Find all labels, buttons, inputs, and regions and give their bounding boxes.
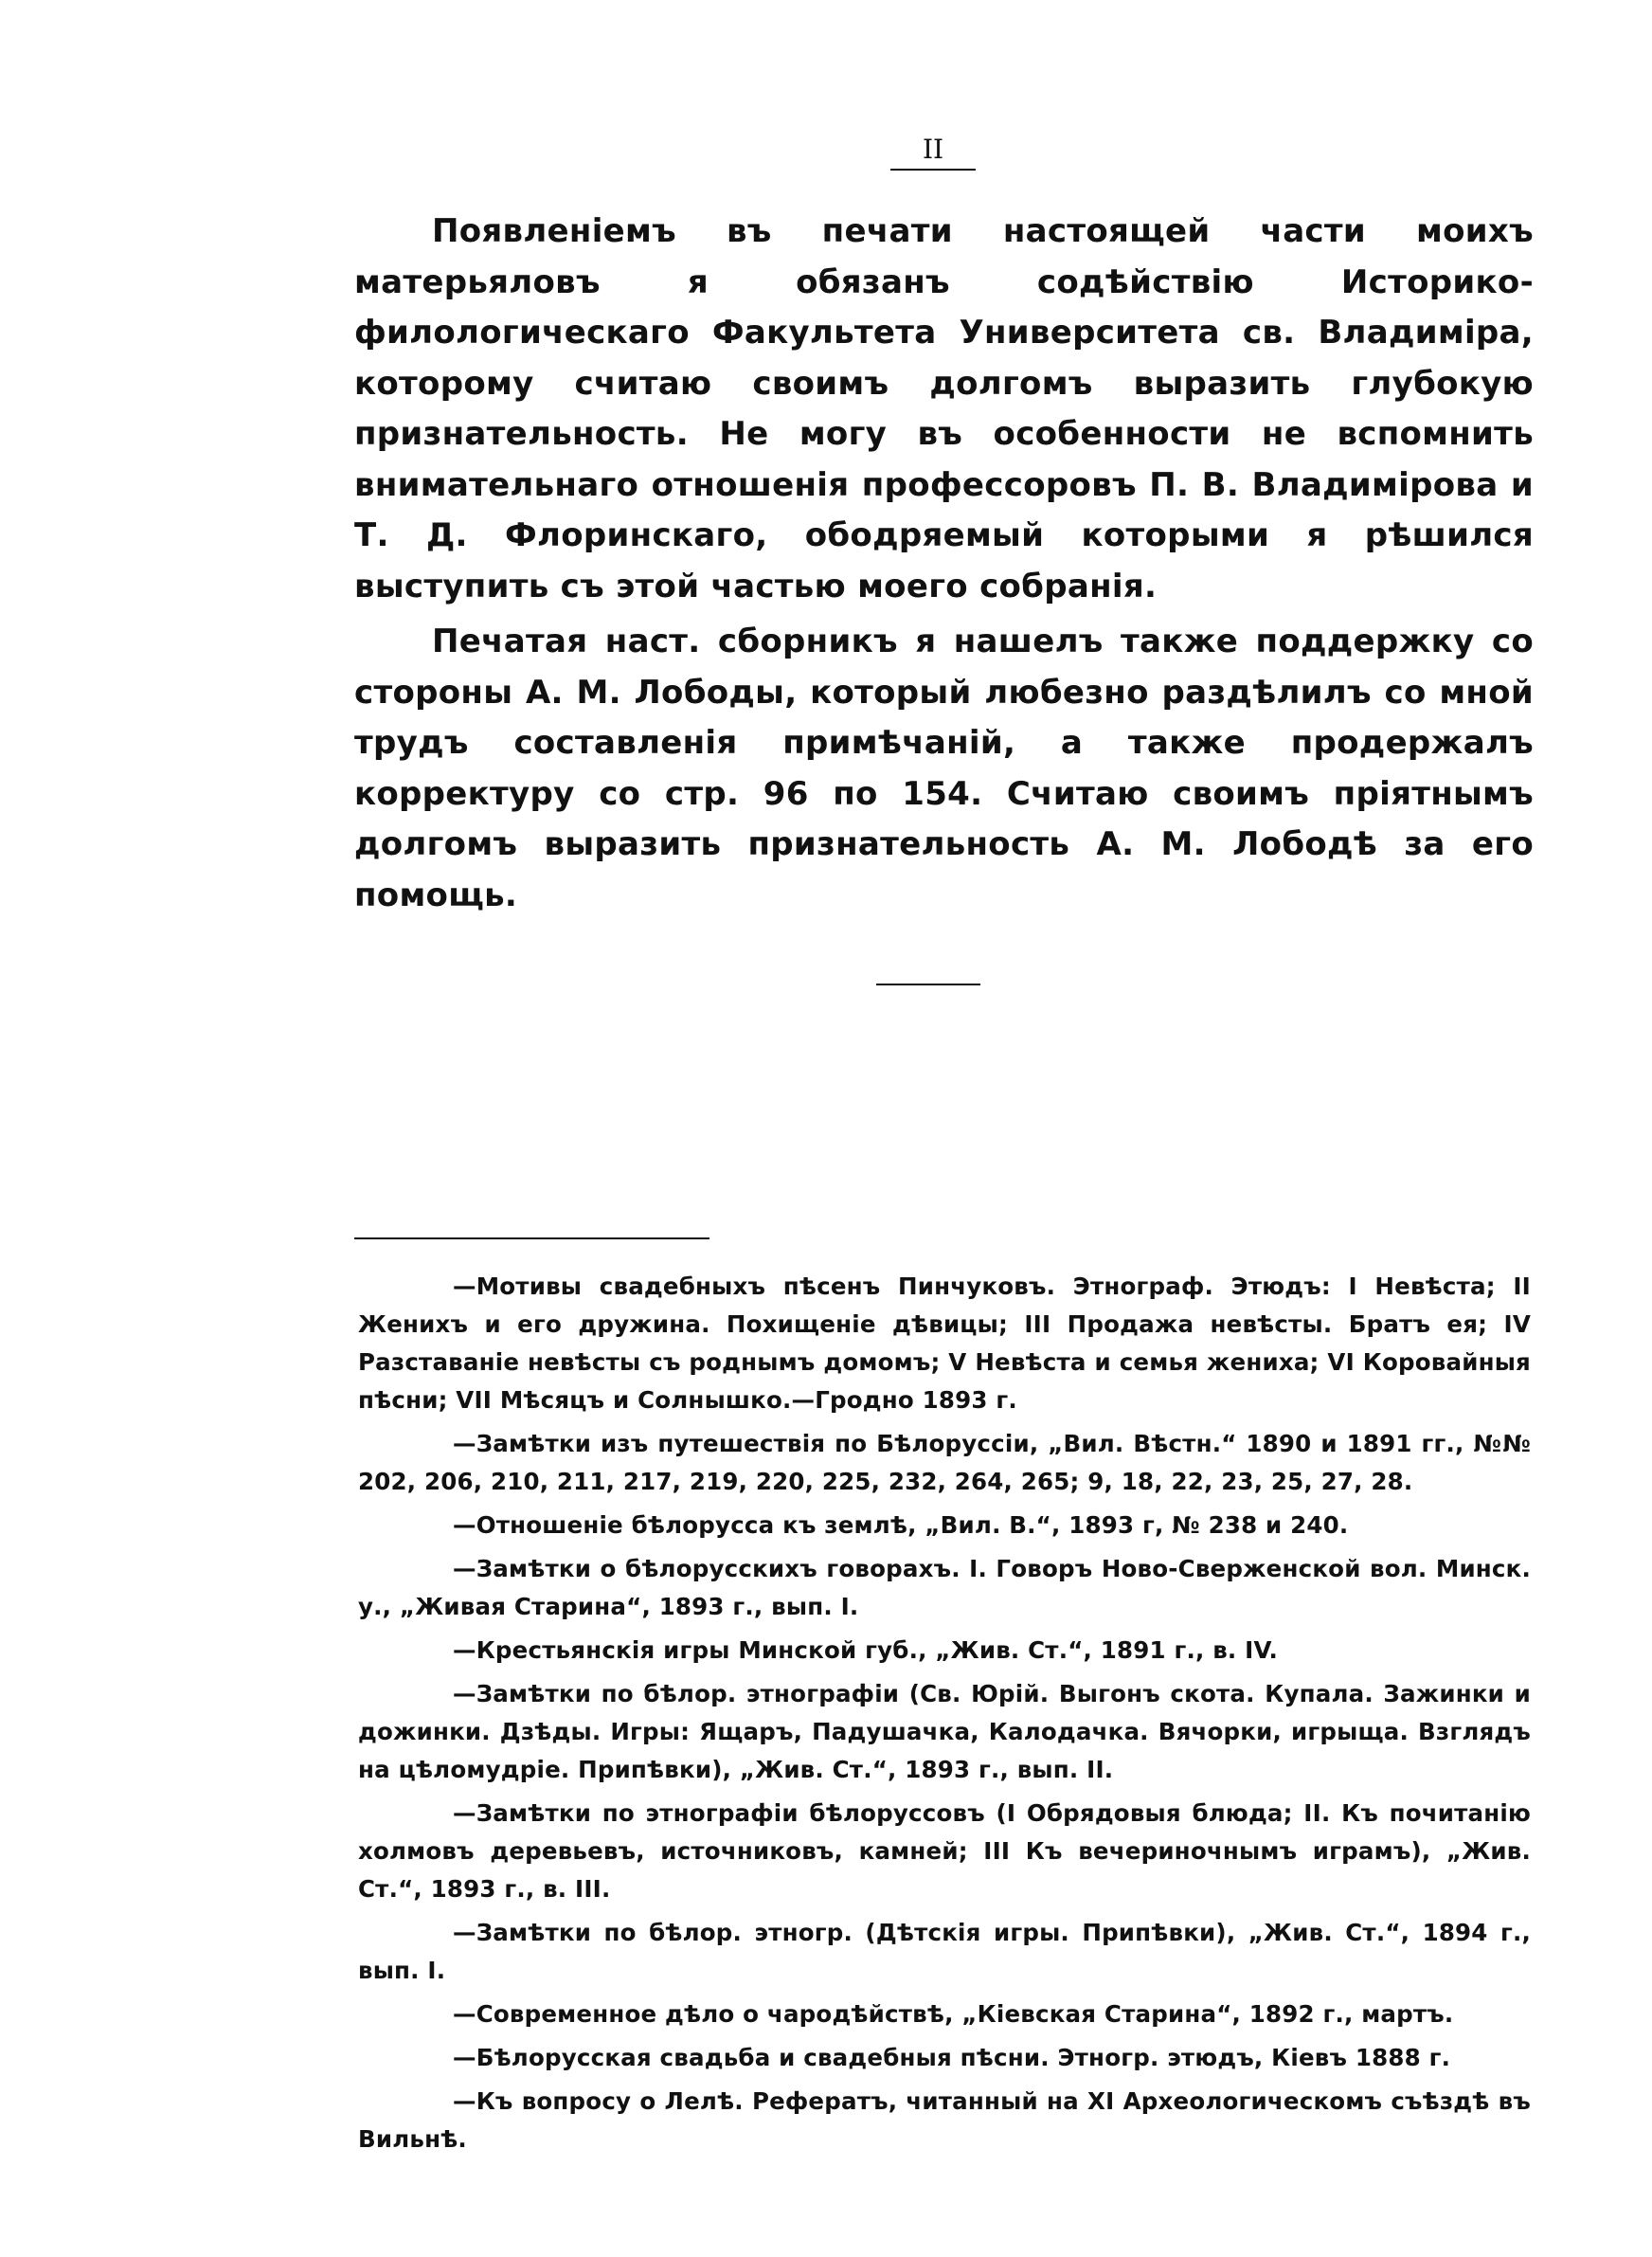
bibliography-entry: —Замѣтки о бѣлорусскихъ говорахъ. I. Говоръ Ново-Сверженской вол. Минск. у., „Живая Старина“, 1893 г., вып. I.: [358, 1555, 1531, 1620]
bibliography-entry: —Мотивы свадебныхъ пѣсенъ Пинчуковъ. Этнограф. Этюдъ: I Невѣста; II Женихъ и его дружина. Похищеніе дѣвицы; III Продажа невѣсты. Братъ ея; IV Разставаніе невѣсты съ роднымъ домомъ; V Невѣста и семья жениха; VI Коровайныя пѣсни; VII Мѣсяцъ и Солнышко.—Гродно 1893 г.: [358, 1273, 1531, 1414]
bibliography-entry: —Замѣтки по бѣлор. этногр. (Дѣтскія игры. Припѣвки), „Жив. Ст.“, 1894 г., вып. I.: [358, 1919, 1531, 1984]
main-paragraph-1: Появленіемъ въ печати настоящей части моихъ матерьяловъ я обязанъ содѣйствію Историко-филологическаго Факультета Университета св. Владиміра, которому считаю своимъ долгомъ выразить глубокую признательность. Не могу въ особенности не вспомнить внимательнаго отношенія профессоровъ П. В. Владимірова и Т. Д. Флоринскаго, ободряемый которыми я рѣшился выступить съ этой частью моего собранія.: [354, 212, 1534, 605]
bibliography-entry: —Бѣлорусская свадьба и свадебныя пѣсни. Этногр. этюдъ, Кіевъ 1888 г.: [453, 2044, 1451, 2071]
bibliography-entry: —Отношеніе бѣлорусса къ землѣ, „Вил. В.“, 1893 г, № 238 и 240.: [453, 1511, 1349, 1539]
section-divider: [876, 984, 980, 985]
bibliography-list: [358, 1268, 1531, 2164]
bibliography-entry: —Современное дѣло о чародѣйствѣ, „Кіевская Старина“, 1892 г., мартъ.: [453, 2000, 1454, 2028]
bibliography-entry: —Замѣтки по этнографіи бѣлоруссовъ (I Обрядовыя блюда; II. Къ почитанію холмовъ деревьевъ, источниковъ, камней; III Къ вечериночнымъ играмъ), „Жив. Ст.“, 1893 г., в. III.: [358, 1799, 1531, 1903]
bibliography-entry: —Замѣтки изъ путешествія по Бѣлоруссіи, „Вил. Вѣстн.“ 1890 и 1891 гг., №№ 202, 206, 210, 211, 217, 219, 220, 225, 232, 264, 265; 9, 18, 22, 23, 25, 27, 28.: [358, 1430, 1531, 1495]
page-number-underline: [890, 169, 976, 171]
page-number: II: [922, 134, 944, 165]
bibliography-entry: —Къ вопросу о Лелѣ. Рефератъ, читанный на XI Археологическомъ съѣздѣ въ Вильнѣ.: [358, 2087, 1531, 2153]
main-paragraph-2: Печатая наст. сборникъ я нашелъ также поддержку со стороны А. М. Лободы, который любезно раздѣлилъ со мной трудъ составленія примѣчаній, а также продержалъ корректуру со стр. 96 по 154. Считаю своимъ пріятнымъ долгомъ выразить признательность А. М. Лободѣ за его помощь.: [354, 623, 1534, 914]
main-text: [354, 207, 1534, 921]
footnote-divider: [354, 1237, 709, 1239]
bibliography-entry: —Крестьянскія игры Минской губ., „Жив. Ст.“, 1891 г., в. IV.: [453, 1636, 1278, 1664]
bibliography-entry: —Замѣтки по бѣлор. этнографіи (Св. Юрій. Выгонъ скота. Купала. Зажинки и дожинки. Дзѣды. Игры: Ящаръ, Падушачка, Калодачка. Вячорки, игрыща. Взглядъ на цѣломудріе. Припѣвки), „Жив. Ст.“, 1893 г., вып. II.: [358, 1680, 1531, 1783]
